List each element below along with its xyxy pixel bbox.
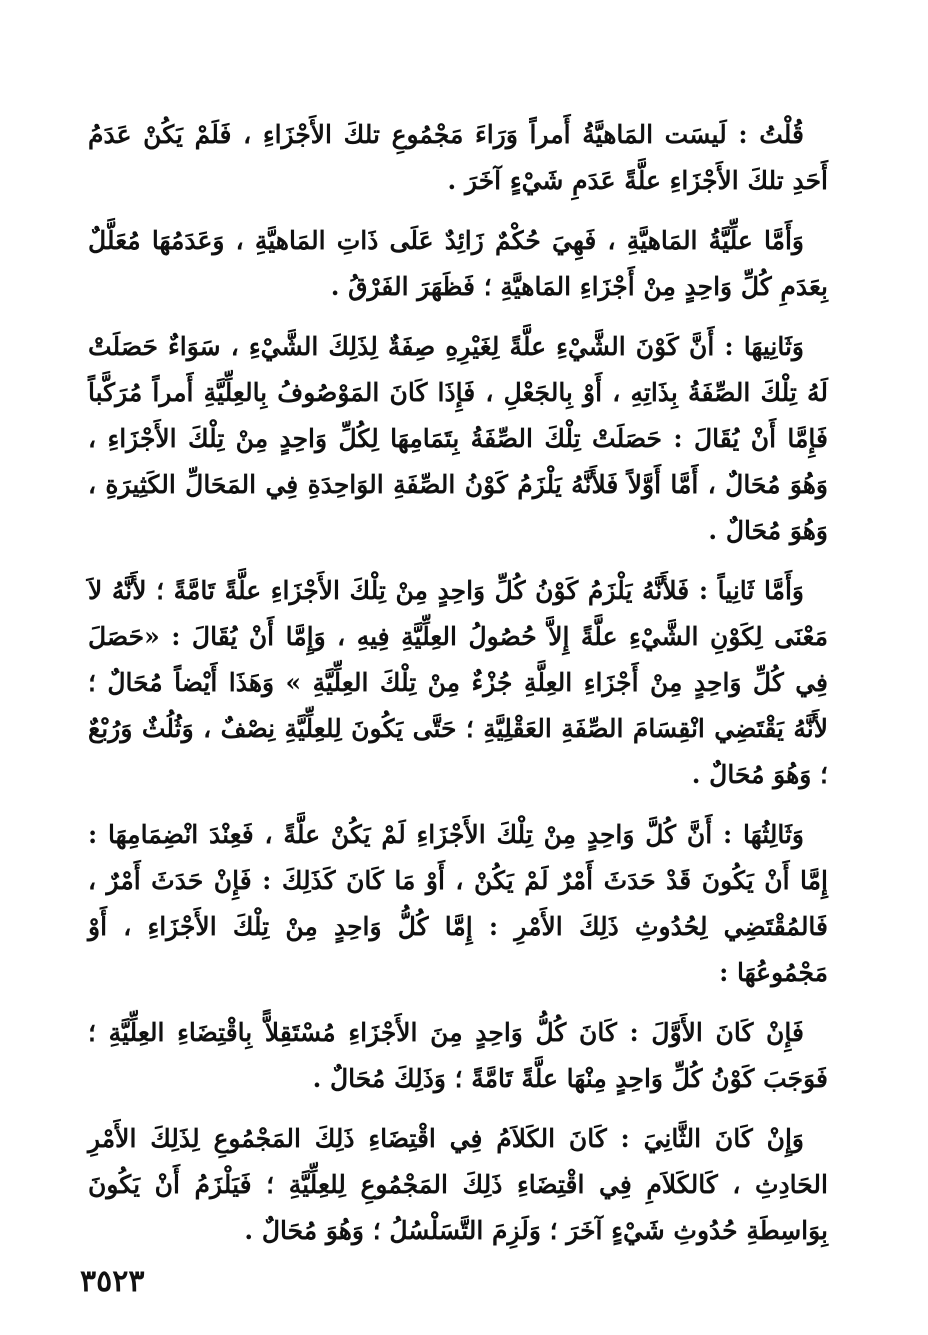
paragraph-1: قُلْتُ : لَيسَت المَاهيَّةُ أَمراً وَرَاءَ مَجْمُوعِ تلكَ الأَجْزَاءِ ، فَلَمْ يَكُنْ عَدَمُ أَحَدِ تلكَ الأَجْزَاءِ علَّةً عَدَمِ شَيْءٍ آخَرَ . (88, 120, 828, 195)
body-text (88, 112, 828, 1268)
paragraph-3: وَثَانِيهَا : أَنَّ كَوْنَ الشَّيْءِ علَّةً لِغَيْرِهِ صِفَةٌ لِذَلِكَ الشَّيْءِ ، سَوَاءٌ حَصَلَتْ لَهُ تِلْكَ الصِّفَةُ بِذَاتِهِ ، أَوْ بِالجَعْلِ ، فَإِذَا كَانَ المَوْصُوفُ بِالعِلِّيَّةِ أَمراً مُرَكَّباً فَإِمَّا أَنْ يُقَالَ : حَصَلَتْ تِلْكَ الصِّفَةُ بِتَمَامِهَا لِكُلِّ وَاحِدٍ مِنْ تِلْكَ الأَجْزَاءِ ، وَهُوَ مُحَالٌ ، أَمَّا أَوَّلاً فَلأَنَّهُ يَلْزَمُ كَوْنُ الصِّفَةِ الوَاحِدَةِ فِي المَحَالِّ الكَثِيرَةِ ، وَهُوَ مُحَالٌ . (88, 332, 828, 545)
paragraph-6: فَإِنْ كَانَ الأَوَّلَ : كَانَ كُلُّ وَاحِدٍ مِنَ الأَجْزَاءِ مُسْتَقِلاًّ بِاقْتِضَاءِ العِلِّيَّةِ ؛ فَوَجَبَ كَوْنُ كُلِّ وَاحِدٍ مِنْهَا علَّةً تَامَّةً ؛ وَذَلِكَ مُحَالٌ . (88, 1018, 828, 1093)
paragraph-4: وَأَمَّا ثَانِياً : فَلأَنَّهُ يَلْزَمُ كَوْنُ كُلِّ وَاحِدٍ مِنْ تِلْكَ الأَجْزَاءِ علَّةً تَامَّةً ؛ لأَنَّهُ لاَ مَعْنَى لِكَوْنِ الشَّيْءِ علَّةً إِلاَّ حُصُولُ العِلِّيَّةِ فِيهِ ، وَإِمَّا أَنْ يُقَالَ : «حَصَلَ فِي كُلِّ وَاحِدٍ مِنْ أَجْزَاءِ العِلَّةِ جُزْءٌ مِنْ تِلْكَ العِلِّيَّةِ » وَهَذَا أَيْضاً مُحَالٌ ؛ لأَنَّهُ يَقْتَضِي انْقِسَامَ الصِّفَةِ العَقْلِيَّةِ ؛ حَتَّى يَكُونَ لِلعِلِّيَّةِ نِصْفٌ ، وَثُلُثٌ وَرُبْعٌ ؛ وَهُوَ مُحَالٌ . (88, 576, 828, 789)
page-number: ٣٥٢٣ (80, 1264, 145, 1299)
paragraph-2: وَأَمَّا علِّيَّةُ المَاهيَّةِ ، فَهِيَ حُكْمٌ زَائِدٌ عَلَى ذَاتِ المَاهيَّةِ ، وَعَدَمُهَا مُعَلَّلٌ بِعَدَمِ كُلِّ وَاحِدٍ مِنْ أَجْزَاءِ المَاهيَّةِ ؛ فَظَهَرَ الفَرْقُ . (88, 226, 828, 301)
paragraph-7: وَإِنْ كَانَ الثَّانِيَ : كَانَ الكَلاَمُ فِي اقْتِضَاءِ ذَلِكَ المَجْمُوعِ لِذَلِكَ الأَمْرِ الحَادِثِ ، كَالكَلاَمِ فِي اقْتِضَاءِ ذَلِكَ المَجْمُوعِ لِلعِلِّيَّةِ ؛ فَيَلْزَمُ أَنْ يَكُونَ بِوَاسِطَةِ حُدُوثِ شَيْءٍ آخَرَ ؛ وَلَزِمَ التَّسَلْسُلُ ؛ وَهُوَ مُحَالٌ . (88, 1124, 828, 1245)
paragraph-5: وَثَالِثُهَا : أَنَّ كُلَّ وَاحِدٍ مِنْ تِلْكَ الأَجْزَاءِ لَمْ يَكُنْ علَّةً ، فَعِنْدَ انْضِمَامِهَا : إِمَّا أَنْ يَكُونَ قَدْ حَدَثَ أَمْرٌ لَمْ يَكُنْ ، أَوْ مَا كَانَ كَذَلِكَ : فَإِنْ حَدَثَ أَمْرٌ ، فَالمُقْتَضِي لِحُدُوثِ ذَلِكَ الأَمْرِ : إِمَّا كُلُّ وَاحِدٍ مِنْ تِلْكَ الأَجْزَاءِ ، أَوْ مَجْمُوعُهَا : (88, 820, 828, 987)
